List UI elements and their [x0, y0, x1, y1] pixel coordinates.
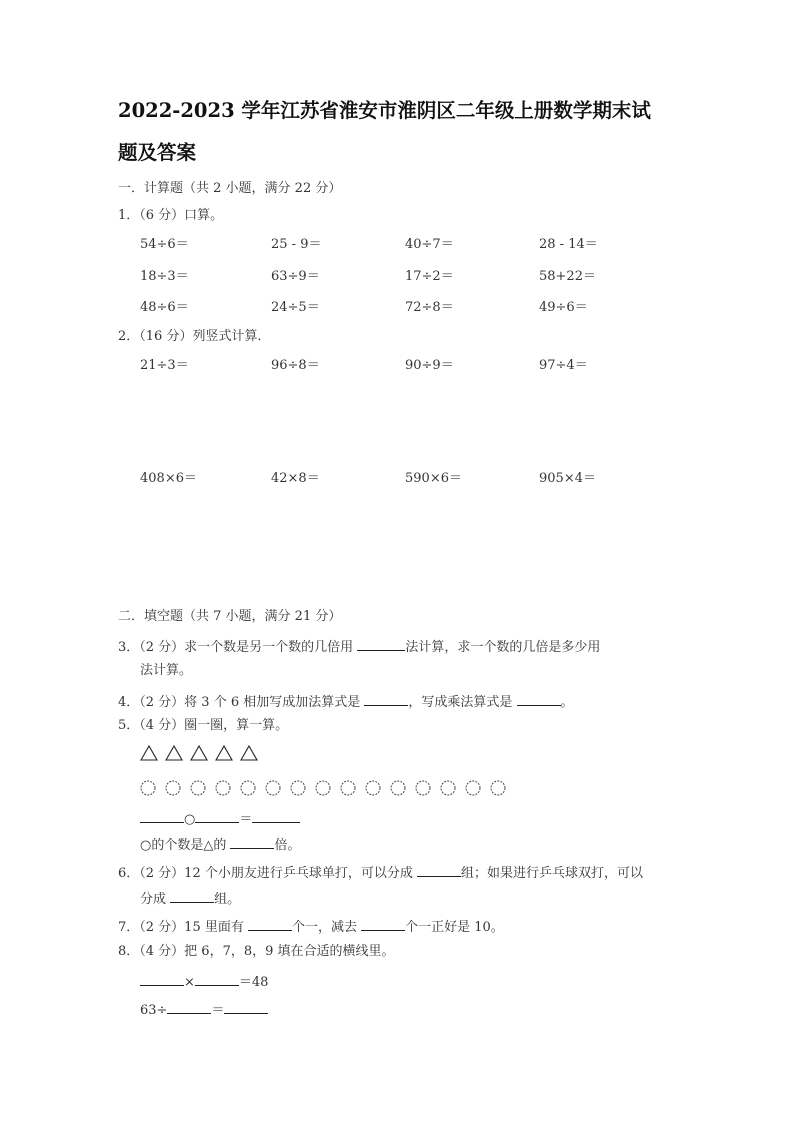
q6-text-4: 组。	[214, 892, 241, 907]
q7-text-1: 7．（2 分）15 里面有	[118, 920, 248, 935]
q6-text-2: 组；如果进行乒乓球双打，可以	[460, 866, 643, 881]
q6-blank-1[interactable]	[417, 863, 461, 877]
q5-text-1: ○的个数是△的	[140, 838, 231, 853]
q6-text-1: 6．（2 分）12 个小朋友进行乒乓球单打，可以分成	[118, 866, 417, 881]
q7-text-2: 个一，减去	[291, 920, 362, 935]
q1-item: 25 - 9＝	[271, 237, 322, 252]
q1-item: 58+22＝	[539, 269, 596, 284]
q6-line2	[140, 889, 240, 908]
q5-triangles	[140, 744, 265, 767]
q5-equation	[140, 809, 300, 828]
q3-text-2: 法计算，求一个数的几倍是多少用	[405, 640, 601, 655]
q3-text-1: 3．（2 分）求一个数是另一个数的几倍用	[118, 640, 358, 655]
q8-blank-4[interactable]	[224, 1000, 268, 1014]
q8-blank-2[interactable]	[195, 972, 239, 986]
q1-item: 49÷6＝	[539, 300, 588, 315]
q5-blank-1[interactable]	[140, 809, 184, 823]
q1-item: 18÷3＝	[140, 269, 189, 284]
q8-blank-1[interactable]	[140, 972, 184, 986]
q2-item: 590×6＝	[405, 471, 462, 486]
q8-equation-1	[140, 972, 268, 991]
q6-blank-2[interactable]	[170, 889, 214, 903]
q2-item: 905×4＝	[539, 471, 596, 486]
q7-blank-2[interactable]	[361, 917, 405, 931]
q2-item: 21÷3＝	[140, 358, 189, 373]
q6-line1	[118, 863, 643, 882]
q2-item: 97÷4＝	[539, 358, 588, 373]
q1-item: 72÷8＝	[405, 300, 454, 315]
q5-equals: ＝	[239, 812, 253, 827]
q2-item: 96÷8＝	[271, 358, 320, 373]
q1-item: 48÷6＝	[140, 300, 189, 315]
q1-label: 1．（6 分）口算。	[118, 208, 224, 223]
q8-result-1: ＝48	[238, 975, 269, 990]
q7-blank-1[interactable]	[248, 917, 292, 931]
document-title-line2: 题及答案	[118, 141, 197, 164]
q3-blank-1[interactable]	[357, 637, 405, 651]
section2-heading: 二．填空题（共 7 小题，满分 21 分）	[118, 609, 342, 624]
q8-equals: ＝	[211, 1003, 225, 1018]
q1-item: 54÷6＝	[140, 237, 189, 252]
q2-item: 408×6＝	[140, 471, 197, 486]
q4-line	[118, 692, 574, 711]
q5-blank-2[interactable]	[195, 809, 239, 823]
q8-equation-2	[140, 1000, 268, 1019]
q4-text-3: 。	[560, 695, 574, 710]
q4-blank-1[interactable]	[364, 692, 408, 706]
q8-prefix: 63÷	[140, 1003, 168, 1018]
q4-text-1: 4．（2 分）将 3 个 6 相加写成加法算式是	[118, 695, 365, 710]
q5-text-2: 倍。	[274, 838, 301, 853]
q5-blank-3[interactable]	[252, 809, 300, 823]
q3-line2: 法计算。	[140, 663, 193, 678]
q2-row-1	[0, 358, 793, 374]
triangle-icons	[140, 744, 265, 762]
q8-blank-3[interactable]	[167, 1000, 211, 1014]
q5-sentence	[140, 835, 301, 854]
q8-times: ×	[184, 975, 195, 990]
q2-row-2	[0, 471, 793, 487]
q1-item: 17÷2＝	[405, 269, 454, 284]
q1-row-1	[0, 237, 793, 253]
q7-line	[118, 917, 504, 936]
q1-item: 28 - 14＝	[539, 237, 598, 252]
q5-blank-4[interactable]	[230, 835, 274, 849]
q5-label: 5．（4 分）圈一圈，算一算。	[118, 718, 289, 733]
q3-line1	[118, 637, 600, 656]
circle-icons	[140, 779, 510, 797]
q5-circle-symbol: ○	[184, 812, 196, 827]
q1-item: 24÷5＝	[271, 300, 320, 315]
q1-item: 63÷9＝	[271, 269, 320, 284]
q2-item: 90÷9＝	[405, 358, 454, 373]
q2-item: 42×8＝	[271, 471, 320, 486]
q7-text-3: 个一正好是 10。	[405, 920, 504, 935]
q4-text-2: ，写成乘法算式是	[408, 695, 517, 710]
q1-row-3	[0, 300, 793, 316]
q6-text-3: 分成	[140, 892, 171, 907]
section1-heading: 一．计算题（共 2 小题，满分 22 分）	[118, 181, 342, 196]
q5-circles	[140, 779, 510, 802]
q1-item: 40÷7＝	[405, 237, 454, 252]
q4-blank-2[interactable]	[517, 692, 561, 706]
q8-label: 8．（4 分）把 6，7，8，9 填在合适的横线里。	[118, 944, 395, 959]
document-title-line1: 2022-2023 学年江苏省淮安市淮阴区二年级上册数学期末试	[118, 99, 651, 122]
q1-row-2	[0, 269, 793, 285]
q2-label: 2．（16 分）列竖式计算．	[118, 329, 271, 344]
